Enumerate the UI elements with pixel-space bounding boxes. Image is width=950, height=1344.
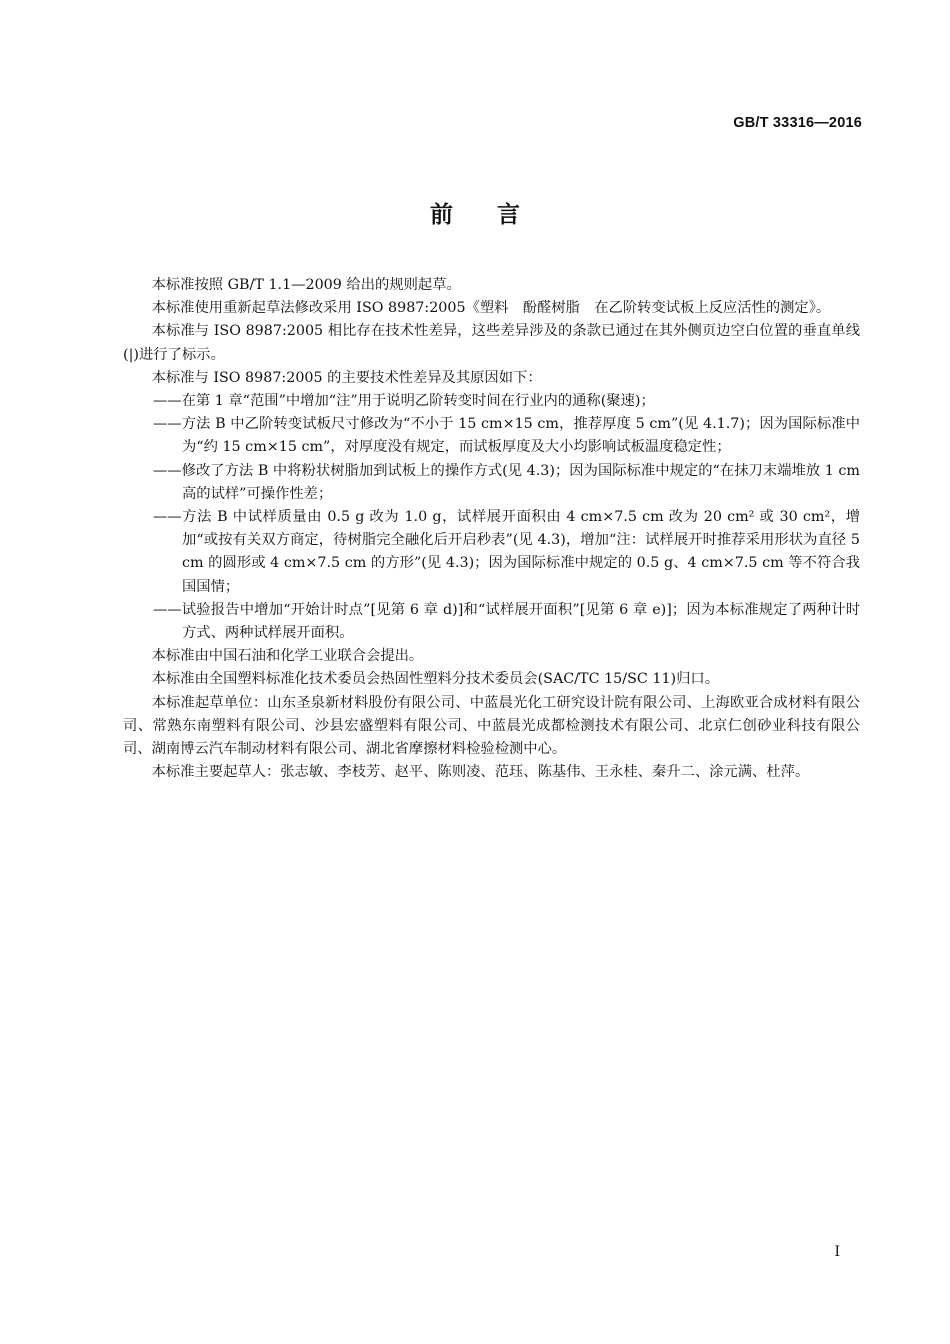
paragraph-drafters: 本标准主要起草人：张志敏、李枝芳、赵平、陈则凌、范珏、陈基伟、王永桂、秦升二、涂元满、杜萍。: [151, 764, 810, 781]
difference-item: ——在第 1 章“范围”中增加“注”用于说明乙阶转变时间在行业内的通称(聚速)；: [153, 393, 655, 410]
paragraph-drafting-units: 本标准起草单位：山东圣泉新材料股份有限公司、中蓝晨光化工研究设计院有限公司、上海欧亚合成材料有限公司、常熟东南塑料有限公司、沙县宏盛塑料有限公司、中蓝晨光成都检测技术有限公司、北京仁创砂业科技有限公司、湖南博云汽车制动材料有限公司、湖北省摩擦材料检验检测中心。: [123, 694, 860, 758]
difference-item: ——方法 B 中试样质量由 0.5 g 改为 1.0 g，试样展开面积由 4 cm×7.5 cm 改为 20 cm² 或 30 cm²，增加“或按有关双方商定，待树脂完全融化后开启秒表”(见 4.3)，增加“注：试样展开时推荐采用形状为直径 5 cm 的圆形或 4 cm×7.5 cm 的方形”(见 4.3)；因为国际标准中规定的 0.5 g、4 cm×7.5 cm 等不符合我国国情；: [153, 509, 860, 595]
paragraph-adoption-method: 本标准使用重新起草法修改采用 ISO 8987:2005《塑料 酚醛树脂 在乙阶转变试板上反应活性的测定》。: [151, 300, 831, 317]
standard-code: GB/T 33316—2016: [733, 115, 862, 131]
paragraph-differences-intro: 本标准与 ISO 8987:2005 的主要技术性差异及其原因如下：: [151, 369, 542, 386]
difference-item: ——修改了方法 B 中将粉状树脂加到试板上的操作方式(见 4.3)；因为国际标准中规定的“在抹刀末端堆放 1 cm 高的试样”可操作性差；: [153, 462, 860, 502]
difference-item: ——方法 B 中乙阶转变试板尺寸修改为“不小于 15 cm×15 cm，推荐厚度 5 cm”(见 4.1.7)；因为国际标准中为“约 15 cm×15 cm”，对厚度没有规定，而试板厚度及大小均影响试板温度稳定性；: [153, 416, 860, 456]
paragraph-proposer: 本标准由中国石油和化学工业联合会提出。: [151, 648, 424, 665]
page-number: I: [834, 1244, 840, 1260]
paragraph-drafting-rules: 本标准按照 GB/T 1.1—2009 给出的规则起草。: [151, 277, 461, 293]
paragraph-difference-marking: 本标准与 ISO 8987:2005 相比存在技术性差异，这些差异涉及的条款已通过在其外侧页边空白位置的垂直单线(|)进行了标示。: [123, 323, 860, 363]
paragraph-committee: 本标准由全国塑料标准化技术委员会热固性塑料分技术委员会(SAC/TC 15/SC 11)归口。: [151, 671, 720, 688]
page-title: 前言: [430, 202, 564, 228]
difference-item: ——试验报告中增加“开始计时点”[见第 6 章 d)]和“试样展开面积”[见第 6 章 e)]；因为本标准规定了两种计时方式、两种试样展开面积。: [153, 601, 860, 642]
foreword-body: [123, 274, 860, 784]
